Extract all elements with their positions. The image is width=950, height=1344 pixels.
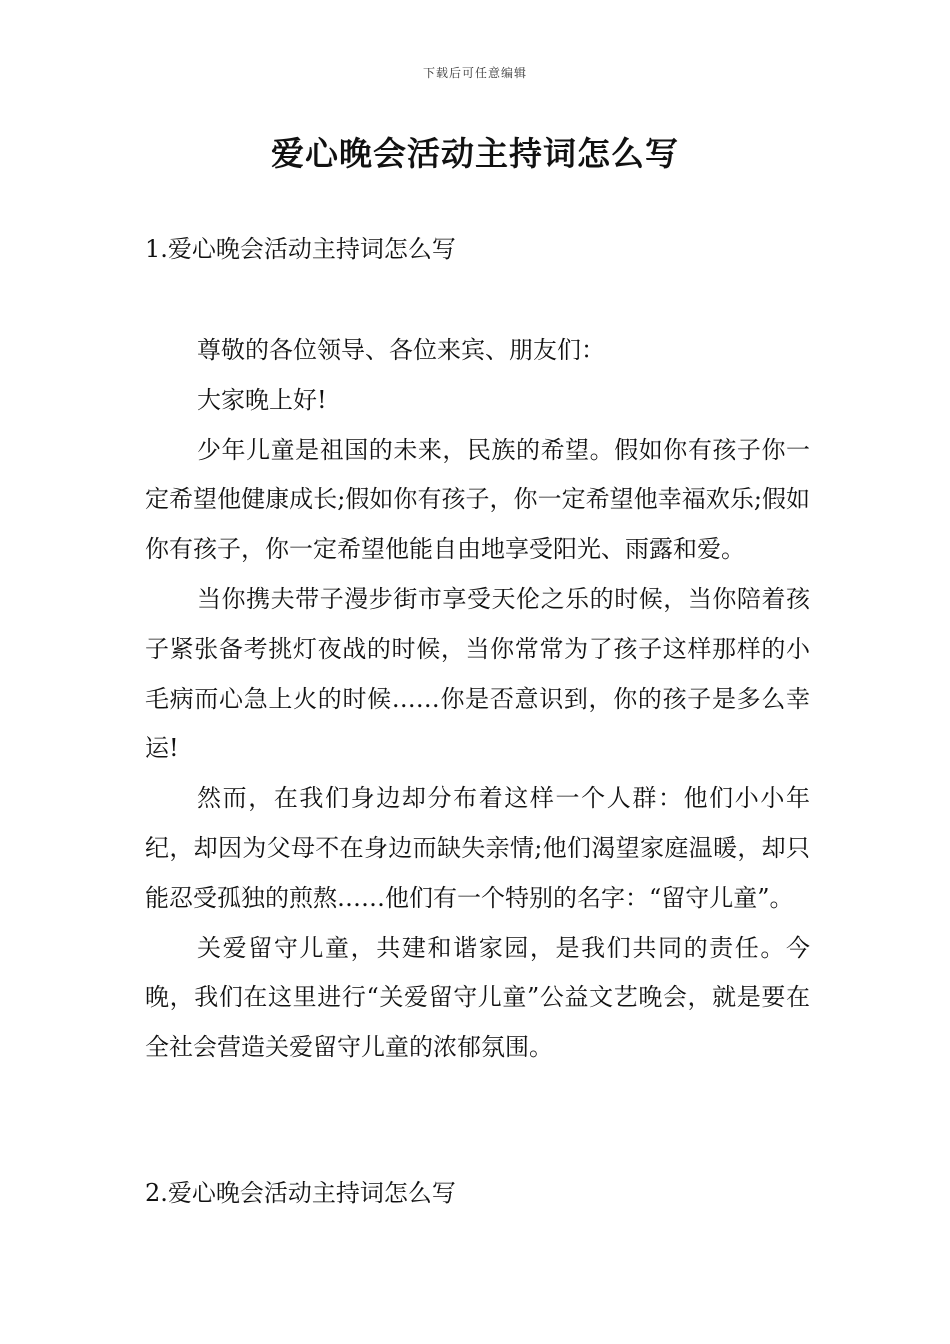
paragraph-4: 关爱留守儿童，共建和谐家园，是我们共同的责任。今晚，我们在这里进行“关爱留守儿童”公益文艺晚会，就是要在全社会营造关爱留守儿童的浓郁氛围。 (145, 933, 810, 1062)
paragraph-1: 少年儿童是祖国的未来，民族的希望。假如你有孩子你一定希望他健康成长;假如你有孩子，你一定希望他幸福欢乐;假如你有孩子，你一定希望他能自由地享受阳光、雨露和爱。 (145, 435, 810, 564)
header-note: 下载后可任意编辑 (422, 66, 527, 80)
section-body-1 (145, 326, 810, 1073)
paragraph-3: 然而，在我们身边却分布着这样一个人群：他们小小年纪，却因为父母不在身边而缺失亲情;他们渴望家庭温暖，却只能忍受孤独的煎熬……他们有一个特别的名字：“留守儿童”。 (145, 784, 810, 912)
greeting: 大家晚上好! (197, 385, 327, 414)
document-title: 爱心晚会活动主持词怎么写 (271, 134, 679, 173)
section-heading-1: 1.爱心晚会活动主持词怎么写 (145, 235, 456, 263)
paragraph-2: 当你携夫带子漫步街市享受天伦之乐的时候，当你陪着孩子紧张备考挑灯夜战的时候，当你常常为了孩子这样那样的小毛病而心急上火的时候……你是否意识到，你的孩子是多么幸运! (145, 584, 810, 763)
salutation: 尊敬的各位领导、各位来宾、朋友们： (197, 336, 605, 364)
section-heading-2: 2.爱心晚会活动主持词怎么写 (145, 1179, 456, 1207)
